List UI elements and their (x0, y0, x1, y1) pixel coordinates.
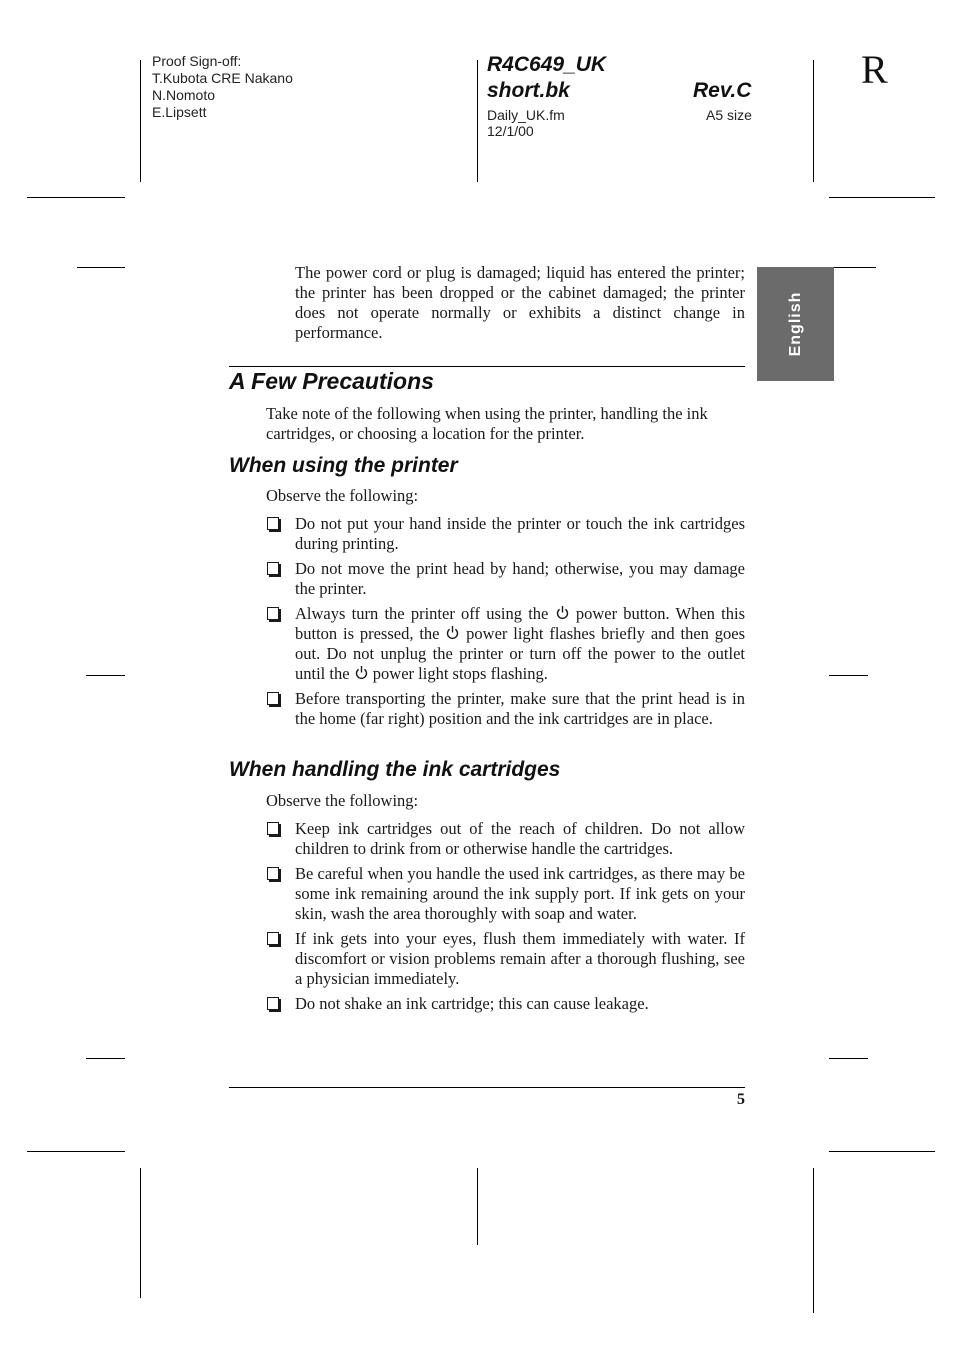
crop-mark (77, 267, 125, 268)
list-item-text: Do not put your hand inside the printer or touch the ink cartridges during printing. (295, 514, 745, 553)
list-item (266, 864, 745, 924)
list-item-text: Keep ink cartridges out of the reach of children. Do not allow children to drink from or otherwise handle the cartridges. (295, 819, 745, 858)
checkbox-bullet-icon (267, 607, 279, 620)
page-number: 5 (737, 1091, 745, 1108)
subsection-lead: Observe the following: (266, 486, 419, 505)
document-code (487, 52, 606, 104)
list-item (266, 994, 745, 1014)
intro-paragraph: The power cord or plug is damaged; liquid has entered the printer; the printer has been dropped or the cabinet damaged; the printer does not operate normally or exhibits a distinct change in performance. (295, 263, 745, 342)
subsection-heading-cartridges: When handling the ink cartridges (229, 758, 561, 781)
crop-mark (829, 675, 868, 676)
list-item (266, 604, 745, 684)
power-icon (446, 625, 459, 640)
crop-mark (86, 1058, 125, 1059)
subsection-lead: Observe the following: (266, 791, 419, 810)
crop-mark (829, 1058, 868, 1059)
proof-line: N.Nomoto (152, 87, 216, 103)
crop-mark (813, 60, 814, 182)
language-tab-label: English (786, 291, 804, 357)
proof-line: T.Kubota CRE Nakano (152, 70, 293, 86)
proof-line: Proof Sign-off: (152, 53, 242, 69)
list-item-text: If ink gets into your eyes, flush them immediately with water. If discomfort or vision problems remain after a thorough flushing, see a physician immediately. (295, 929, 745, 988)
corner-letter: R (861, 47, 888, 92)
file-name: Daily_UK.fm (487, 107, 565, 123)
power-icon (355, 665, 368, 680)
power-icon (556, 605, 569, 620)
cartridge-precautions-list (266, 819, 745, 1019)
page-size: A5 size (706, 107, 752, 123)
section-intro: Take note of the following when using the printer, handling the ink cartridges, or choosing a location for the printer. (266, 404, 708, 443)
checkbox-bullet-icon (267, 517, 279, 530)
document-code-line2: short.bk (487, 79, 570, 102)
checkbox-bullet-icon (267, 997, 279, 1010)
proof-signoff (152, 53, 293, 121)
crop-mark (829, 267, 876, 268)
crop-mark (86, 675, 125, 676)
list-item-text: Do not shake an ink cartridge; this can cause leakage. (295, 994, 649, 1013)
crop-mark (27, 1151, 125, 1152)
checkbox-bullet-icon (267, 562, 279, 575)
document-code-line1: R4C649_UK (487, 53, 607, 76)
list-item (266, 514, 745, 554)
subsection-heading-printer: When using the printer (229, 454, 458, 477)
printer-precautions-list (266, 514, 745, 734)
crop-mark (140, 60, 141, 182)
revision: Rev.C (693, 79, 752, 102)
list-item-text: Be careful when you handle the used ink cartridges, as there may be some ink remaining around the ink supply port. If ink gets on your skin, wash the area thoroughly with soap and water. (295, 864, 745, 923)
crop-mark (140, 1168, 141, 1298)
list-item-text: power light flashes briefly and then goes out. Do not unplug the printer or turn off the power to the outlet until the (295, 624, 745, 683)
crop-mark (477, 1168, 478, 1245)
language-tab (757, 267, 834, 381)
list-item-text: Always turn the printer off using the (295, 604, 549, 623)
checkbox-bullet-icon (267, 867, 279, 880)
list-item (266, 929, 745, 989)
checkbox-bullet-icon (267, 692, 279, 705)
list-item (266, 689, 745, 729)
section-heading: A Few Precautions (229, 368, 434, 394)
file-date: 12/1/00 (487, 123, 534, 139)
crop-mark (829, 197, 935, 198)
crop-mark (829, 1151, 935, 1152)
list-item-text: Before transporting the printer, make sure that the print head is in the home (far right) position and the ink cartridges are in place. (295, 689, 745, 728)
crop-mark (813, 1168, 814, 1313)
list-item (266, 559, 745, 599)
checkbox-bullet-icon (267, 932, 279, 945)
proof-line: E.Lipsett (152, 104, 207, 120)
footer-divider (229, 1087, 745, 1088)
list-item (266, 819, 745, 859)
list-item-text: power light stops flashing. (372, 664, 548, 683)
crop-mark (27, 197, 125, 198)
file-info (487, 107, 565, 139)
crop-mark (477, 60, 478, 182)
list-item-text: Do not move the print head by hand; otherwise, you may damage the printer. (295, 559, 745, 598)
checkbox-bullet-icon (267, 822, 279, 835)
list-item-text: power button. When this button is pressed, the (295, 604, 746, 643)
